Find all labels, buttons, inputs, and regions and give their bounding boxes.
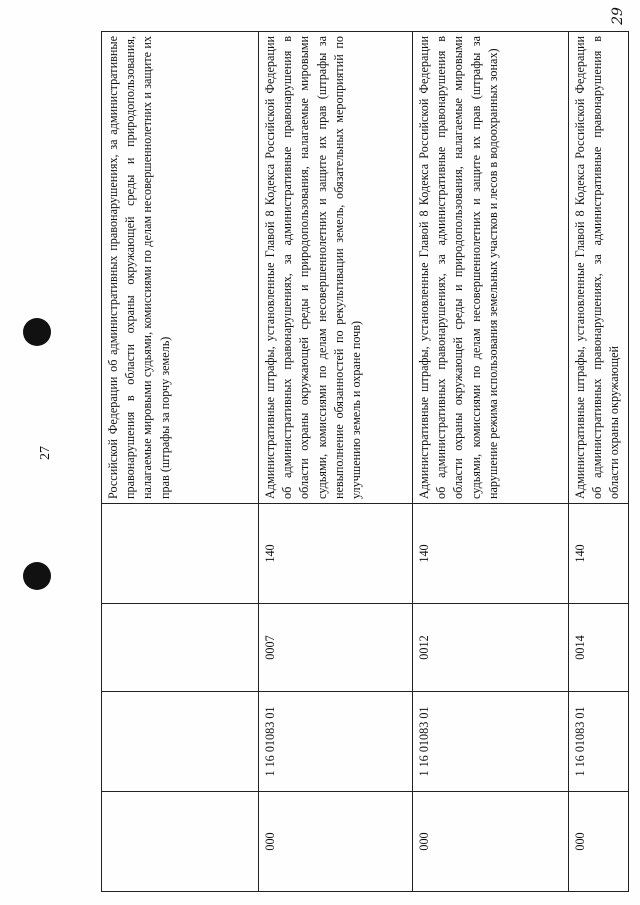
punch-hole [23,562,51,590]
kosgu-cell [102,504,259,604]
kbk-part1-cell: 1 16 01083 01 [413,692,569,792]
kbk-part2-cell: 0014 [569,604,629,692]
revenue-codes-table [101,31,629,892]
punch-hole [23,318,51,346]
page-number: 27 [38,446,53,460]
kbk-part1-cell: 1 16 01083 01 [569,692,629,792]
table-row [259,32,413,892]
kbk-part2-cell [102,604,259,692]
kbk-part2-cell: 0012 [413,604,569,692]
kbk-part1-cell [102,692,259,792]
table-row [413,32,569,892]
kbk-part2-cell: 0007 [259,604,413,692]
description-cell: Административные штрафы, установленные Главой 8 Кодекса Российской Федерации об административных правонарушениях, за административные правонарушения в области охраны окружающей [569,32,629,504]
description-cell: Российской Федерации об административных правонарушениях, за административные правонарушения в области охраны окружающей среды и природопользования, налагаемые мировыми судьями, комиссиями по делам несовершеннолетних и защите их прав (штрафы за порчу земель) [102,32,259,504]
table-row [102,32,259,892]
admin-code-cell: 000 [259,792,413,892]
kosgu-cell: 140 [413,504,569,604]
description-cell: Административные штрафы, установленные Главой 8 Кодекса Российской Федерации об административных правонарушениях, за административные правонарушения в области охраны окружающей среды и природопользования, налагаемые мировыми судьями, комиссиями по делам несовершеннолетних и защите их прав (штрафы за невыполнение обязанностей по рекультивации земель, обязательных мероприятий по улучшению земель и охране почв) [259,32,413,504]
kbk-part1-cell: 1 16 01083 01 [259,692,413,792]
table-region [101,32,622,892]
description-cell: Административные штрафы, установленные Главой 8 Кодекса Российской Федерации об административных правонарушениях, за административные правонарушения в области охраны окружающей среды и природопользования, налагаемые мировыми судьями, комиссиями по делам несовершеннолетних и защите их прав (штрафы за нарушение режима использования земельных участков и лесов в водоохранных зонах) [413,32,569,504]
admin-code-cell: 000 [413,792,569,892]
rotated-table-container [101,32,622,892]
admin-code-cell: 000 [569,792,629,892]
kosgu-cell: 140 [569,504,629,604]
handwritten-page-number: 29 [610,7,626,25]
kosgu-cell: 140 [259,504,413,604]
table-row [569,32,629,892]
admin-code-cell [102,792,259,892]
